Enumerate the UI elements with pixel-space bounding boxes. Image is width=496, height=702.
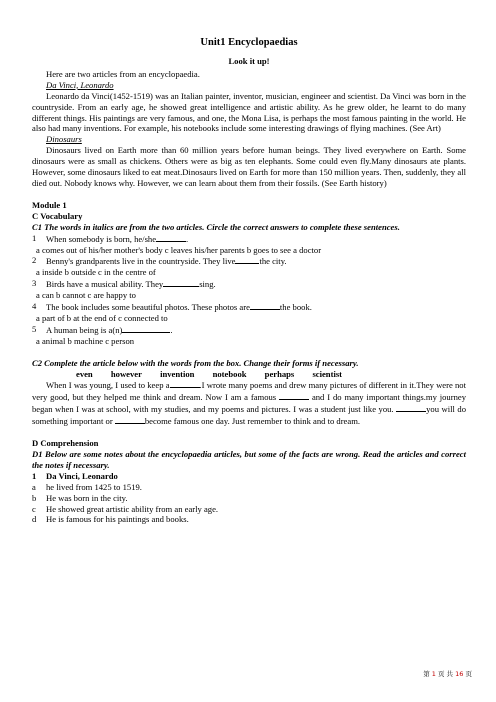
page-footer: 第 1 页 共 16 页 xyxy=(423,670,472,678)
answer-blank[interactable] xyxy=(156,233,186,242)
page-title: Unit1 Encyclopaedias xyxy=(200,37,298,48)
c1-options-1: a comes out of his/her mother's body c leaves his/her parents b goes to see a doctor xyxy=(36,244,322,255)
box-word: invention xyxy=(160,368,195,379)
section-d-heading: D Comprehension xyxy=(32,438,99,449)
article2-text: Dinosaurs lived on Earth more than 60 million years before human beings. They lived everywhere on Earth. Some dinosaurs were as small as chickens. Others were as big as ten elephants. Some could even fly.Many dinosaurs ate plants. However, some dinosaurs liked to eat meat.Dinosaurs lived on Earth for more than 150 million years. Then, suddenly, they all died out. Nobody knows why. However, we can learn about them from their fossils. (See Earth history) xyxy=(32,145,466,188)
module-heading: Module 1 xyxy=(32,199,67,210)
word-box xyxy=(32,369,466,380)
article2-heading: Dinosaurs xyxy=(46,134,82,145)
answer-blank[interactable] xyxy=(115,415,145,424)
article1-text: Leonardo da Vinci(1452-1519) was an Italian painter, inventor, musician, engineer and scientist. Da Vinci was born in the countryside. From an early age, he showed great intelligence and artistic ability. As he grew older, he learnt to do many different things. His paintings are very famous, and one, the Mona Lisa, is perhaps the most famous painting in the world. He also had many inventions. For example, his notebooks include some interesting drawings of flying machines. (See Art) xyxy=(32,90,466,134)
d1-instruction: D1 Below are some notes about the encyclopaedia articles, but some of the facts are wrong. Read the articles and correct the notes if necessary. xyxy=(32,449,466,470)
d1-item-title: 1 Da Vinci, Leonardo xyxy=(32,470,118,481)
c1-instruction: C1 The words in italics are from the two articles. Circle the correct answers to complete these sentences. xyxy=(32,221,400,232)
section-c-heading: C Vocabulary xyxy=(32,210,83,221)
article1-heading: Da Vinci, Leonardo xyxy=(46,79,114,90)
c1-question-4: 4 The book includes some beautiful photos. These photos are the book. xyxy=(32,301,312,313)
d1-note: c He showed great artistic ability from an early age. xyxy=(32,503,219,514)
c1-options-4: a part of b at the end of c connected to xyxy=(36,312,168,323)
box-word: even xyxy=(76,368,93,379)
c1-question-5: 5 A human being is a(n) . xyxy=(32,323,173,335)
c1-question-2: 2 Benny's grandparents live in the countryside. They live the city. xyxy=(32,255,287,267)
answer-blank[interactable] xyxy=(170,379,200,388)
document-page xyxy=(32,36,466,525)
box-word: scientist xyxy=(312,368,343,379)
answer-blank[interactable] xyxy=(279,391,309,400)
c2-instruction: C2 Complete the article below with the words from the box. Change their forms if necessary. xyxy=(32,357,359,368)
look-it-up-heading: Look it up! xyxy=(228,56,270,66)
c1-question-1: 1 When somebody is born, he/she . xyxy=(32,232,189,244)
box-word: perhaps xyxy=(264,368,295,379)
d1-note: a he lived from 1425 to 1519. xyxy=(32,481,142,492)
answer-blank[interactable] xyxy=(396,403,426,412)
answer-blank[interactable] xyxy=(235,255,259,264)
box-word: however xyxy=(110,368,142,379)
box-word: notebook xyxy=(212,368,247,379)
d1-note: b He was born in the city. xyxy=(32,492,128,503)
d1-note: d He is famous for his paintings and books. xyxy=(32,514,189,525)
answer-blank[interactable] xyxy=(250,301,280,310)
current-page: 1 xyxy=(431,670,436,678)
c2-article: When I was young, I used to keep a .I wrote many poems and drew many pictures of different in it.They were not very good, but they helped me think and dream. Now I am a famous and I do many important things.my journey began when I was at school, with my studies, and my poems and pictures. I was a student just like you. you will do something important or become famous one day. Just remember to think and to dream. xyxy=(32,380,466,427)
c1-options-5: a animal b machine c person xyxy=(36,335,135,346)
intro-text: Here are two articles from an encyclopaedia. xyxy=(46,68,200,79)
c1-question-3: 3 Birds have a musical ability. They sing. xyxy=(32,278,216,290)
answer-blank[interactable] xyxy=(122,324,170,333)
c1-options-2: a inside b outside c in the centre of xyxy=(36,267,156,278)
total-pages: 16 xyxy=(455,670,464,678)
c1-options-3: a can b cannot c are happy to xyxy=(36,290,136,301)
answer-blank[interactable] xyxy=(163,278,199,287)
